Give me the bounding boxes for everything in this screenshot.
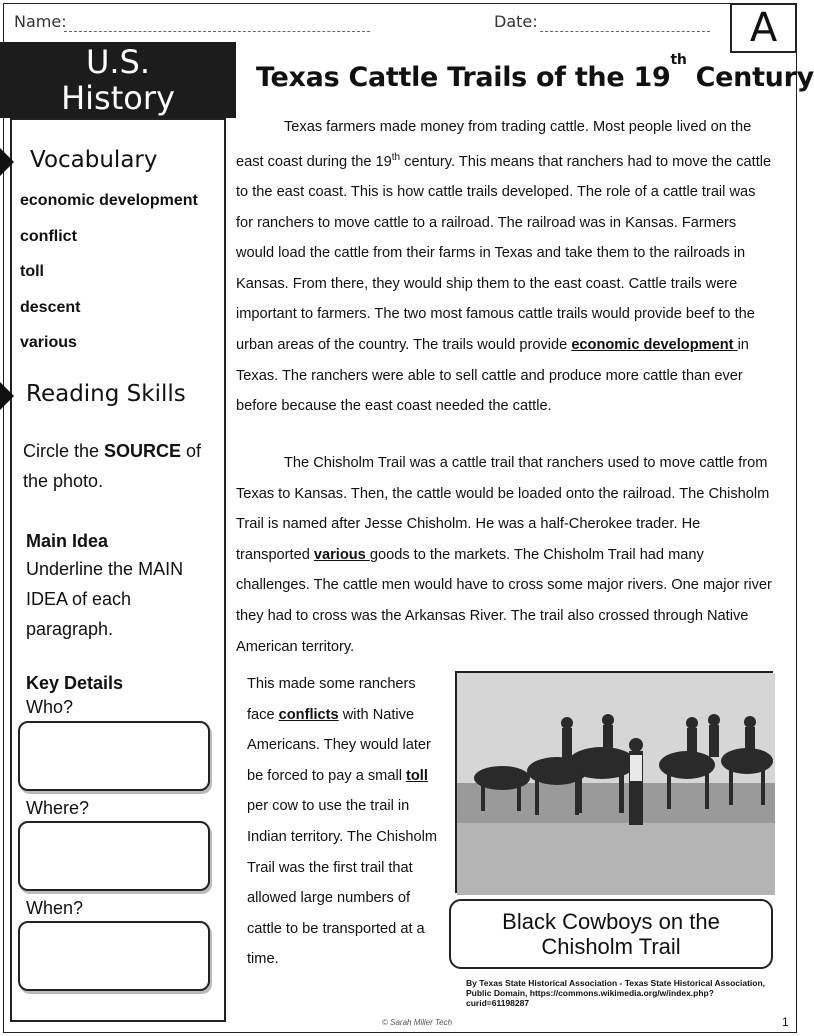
source-instruction xyxy=(23,436,218,496)
reading-skills-heading: Reading Skills xyxy=(26,381,186,407)
paragraph-1 xyxy=(236,112,776,422)
name-label: Name: xyxy=(14,12,67,31)
copyright-notice: © Sarah Miller Tech xyxy=(382,1018,453,1027)
reading-skills-tab-icon xyxy=(0,382,14,410)
paragraph-1-text: Texas farmers made money from trading cattle. Most people lived on the east coast during the 19 xyxy=(236,119,752,170)
subject-title-line2: History xyxy=(61,79,175,117)
paragraph-3 xyxy=(247,669,442,975)
vocab-word: toll xyxy=(20,263,44,280)
vocabulary-heading: Vocabulary xyxy=(30,147,158,173)
article-title-end: Century xyxy=(686,62,814,93)
name-line[interactable] xyxy=(64,31,370,32)
paragraph-1-text: in Texas. The ranchers were able to sell cattle and produce more cattle than ever before because the east coast needed the cattle. xyxy=(236,337,749,415)
source-instruction-bold: SOURCE xyxy=(104,441,182,461)
source-instruction-pre: Circle the xyxy=(23,441,105,461)
article-title-text: Texas Cattle Trails of the 19 xyxy=(256,62,671,93)
vocab-word: various xyxy=(20,334,77,351)
paragraph-1-text: century. This means that ranchers had to move the cattle to the east coast. This is how cattle trails developed. The role of a cattle trail was for ranchers to move cattle to a railroad. The railroad was in Kansas. Farmers would load the cattle from their farms in Texas and take them to the railroads in Kansas. From there, they would ship them to the east coast. Cattle trails were important to farmers. The two most famous cattle trails would provide beef to the urban areas of the country. The trails would provide xyxy=(236,153,772,354)
subject-title xyxy=(0,42,236,118)
version-badge: A xyxy=(730,3,797,53)
vocab-word: descent xyxy=(20,299,81,316)
subject-title-line1: U.S. xyxy=(85,43,151,81)
paragraph-1-sup: th xyxy=(391,151,401,163)
page-number: 1 xyxy=(782,1015,789,1029)
historical-photo[interactable] xyxy=(455,671,773,893)
article-title xyxy=(256,52,814,93)
paragraph-3-text: with Native Americans. They would later be forced to pay a small xyxy=(247,706,431,784)
date-line[interactable] xyxy=(540,31,710,32)
where-label: Where? xyxy=(26,798,90,818)
paragraph-3-text: This made some ranchers face xyxy=(247,676,416,723)
main-idea-instruction: Underline the MAIN IDEA of each paragraph. xyxy=(26,559,184,639)
key-details-heading: Key Details xyxy=(26,673,124,693)
source-instruction-post: of the photo. xyxy=(23,441,202,491)
article-title-sup: th xyxy=(670,52,687,68)
paragraph-2 xyxy=(236,448,776,662)
photo-caption-line2: Chisholm Trail xyxy=(541,934,681,959)
vocab-highlight-economic-development: economic development xyxy=(571,337,738,354)
vocabulary-tab-icon xyxy=(0,148,14,176)
main-idea-heading: Main Idea xyxy=(26,531,109,551)
who-label: Who? xyxy=(26,697,74,717)
paragraph-3-text: per cow to use the trail in Indian territory. The Chisholm Trail was the first trail that allowed large numbers of cattle to be transported at a time. xyxy=(247,798,438,968)
paragraph-2-text: goods to the markets. The Chisholm Trail had many challenges. The cattle men would have to cross some major rivers. One major river they had to cross was the Arkansas River. The trail also crossed through Native American territory. xyxy=(236,546,772,655)
where-answer-box[interactable] xyxy=(18,821,210,891)
date-label: Date: xyxy=(494,12,538,31)
when-answer-box[interactable] xyxy=(18,921,210,991)
photo-caption xyxy=(449,899,773,969)
vocab-highlight-conflicts: conflicts xyxy=(278,706,339,723)
photo-caption-line1: Black Cowboys on the xyxy=(502,909,720,934)
vocab-word: economic development xyxy=(20,192,198,209)
vocab-word: conflict xyxy=(20,228,77,245)
vocab-highlight-various: various xyxy=(313,546,370,563)
who-answer-box[interactable] xyxy=(18,721,210,791)
paragraph-2-text: The Chisholm Trail was a cattle trail that ranchers used to move cattle from Texas to Kansas. Then, the cattle would be loaded onto the railroad. The Chisholm Trail is named after Jesse Chisholm. He was a half-Cherokee trader. He transported xyxy=(236,455,770,563)
cowboys-photo-illustration xyxy=(457,673,775,895)
photo-source-credit[interactable]: By Texas State Historical Association - Texas State Historical Association, Public Domain, https://commons.wikimedia.org/w/index.php?curid=61198287 xyxy=(466,978,766,1008)
when-label: When? xyxy=(26,898,84,918)
vocab-highlight-toll: toll xyxy=(406,767,428,784)
